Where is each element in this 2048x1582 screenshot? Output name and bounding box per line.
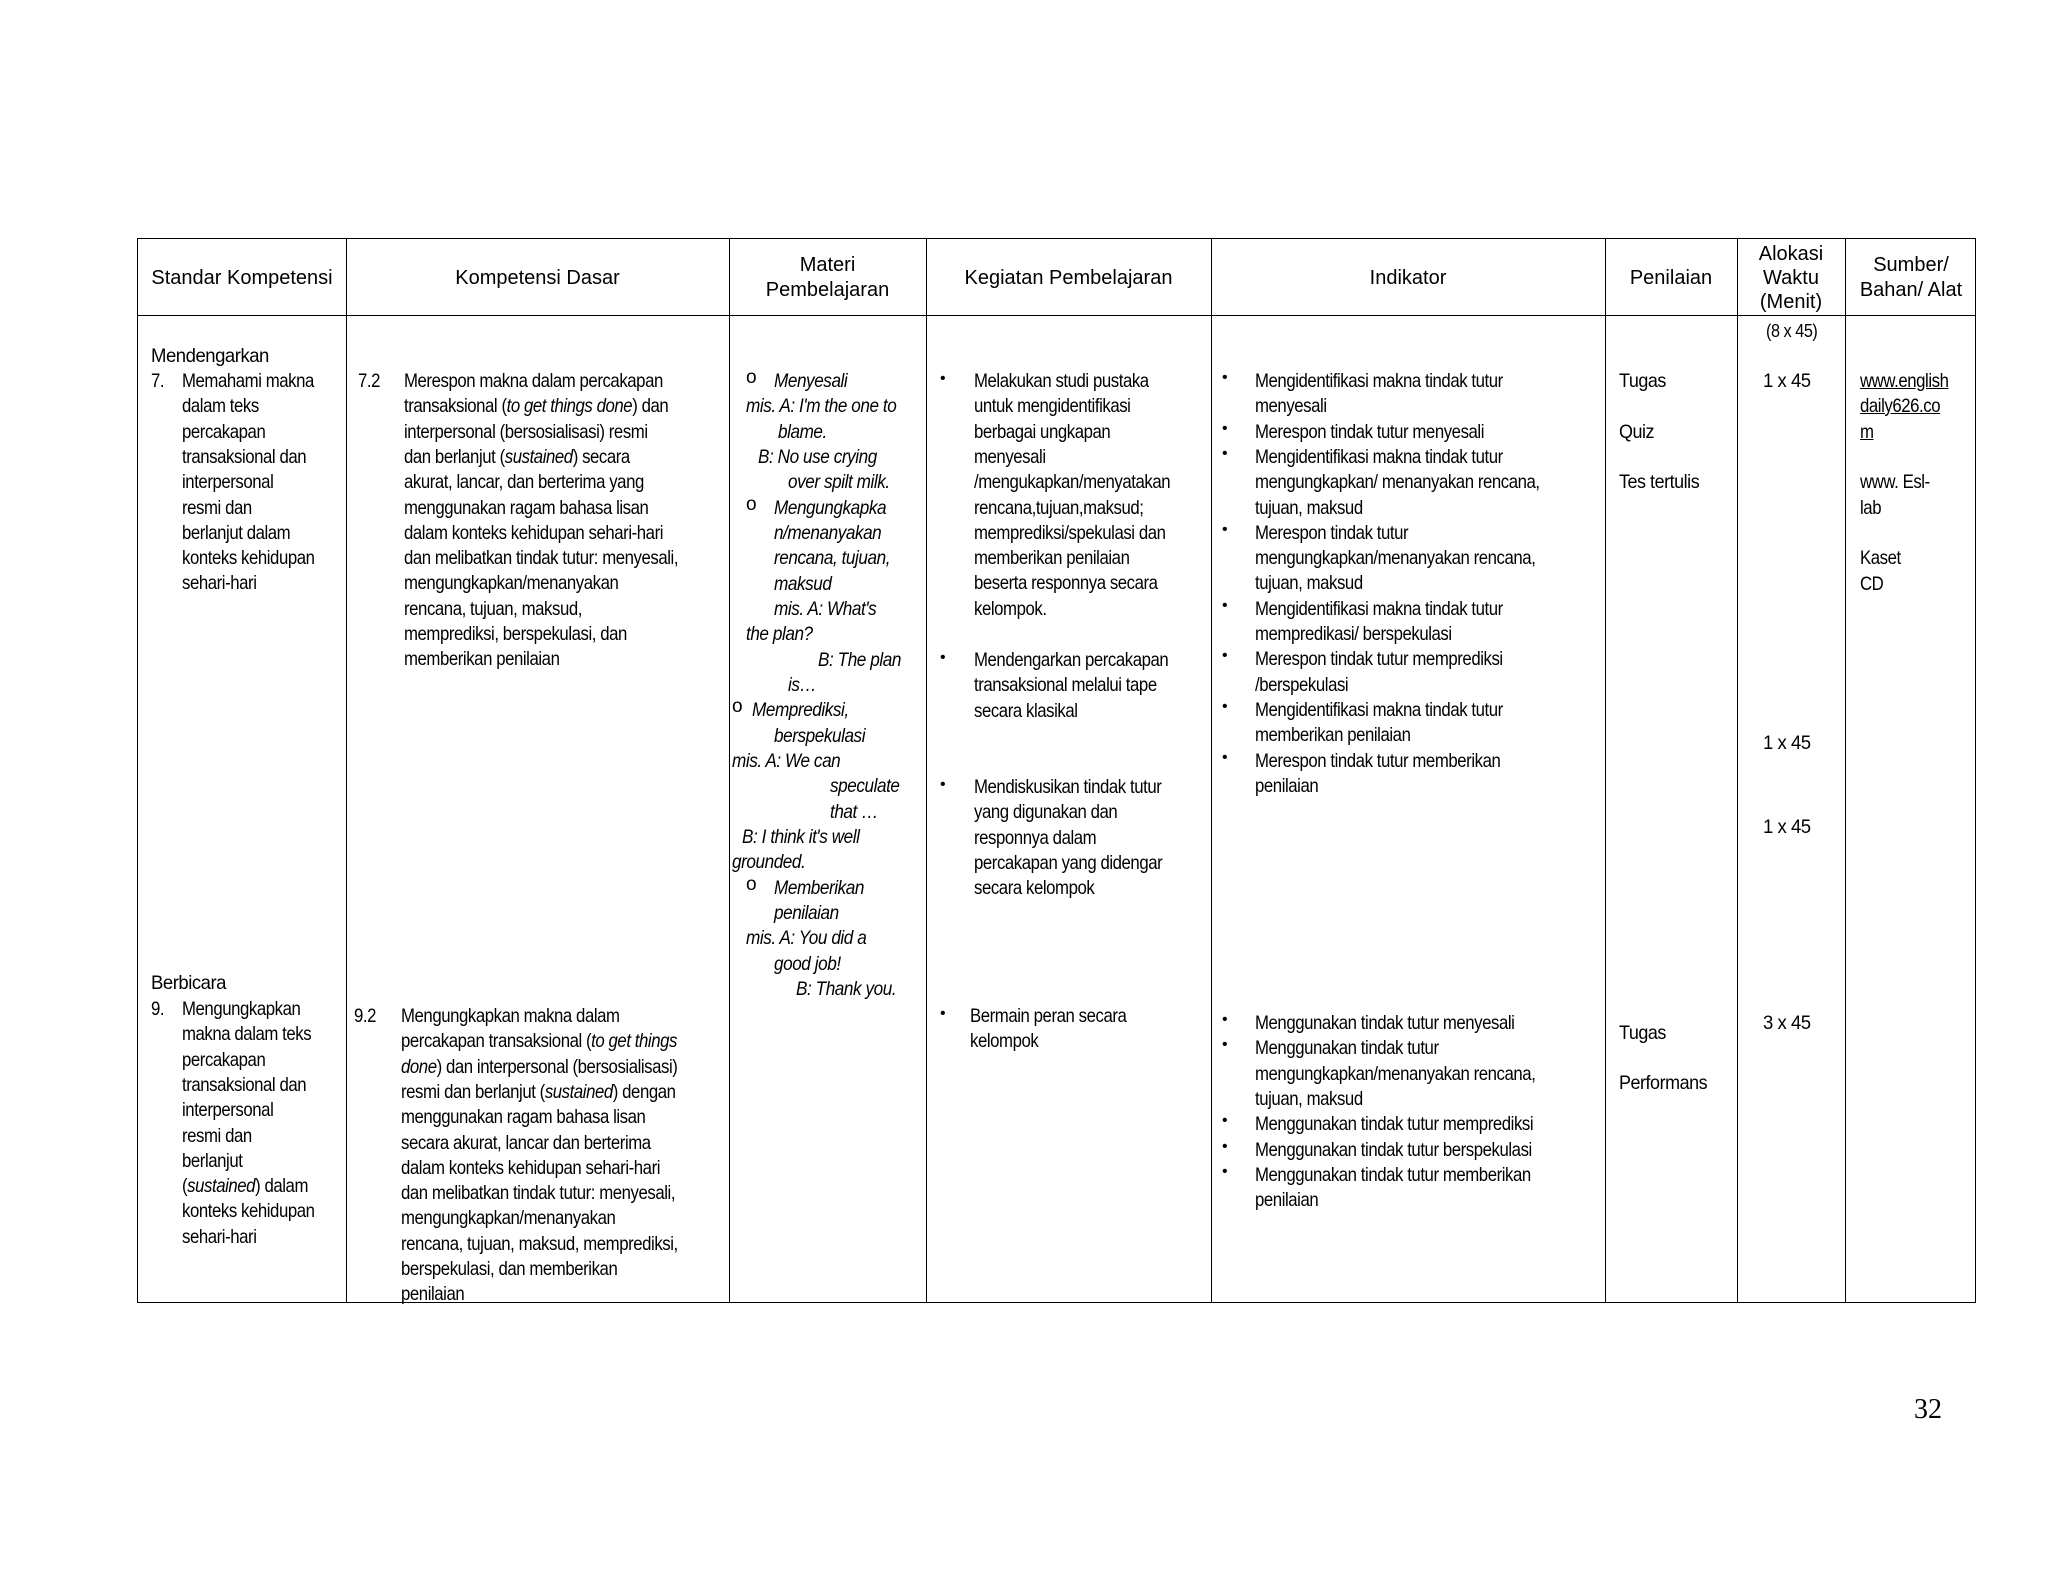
column-divider <box>346 239 347 1302</box>
kd-line-part: to get things <box>591 1030 677 1053</box>
source-text: www. Esl- <box>1860 471 1930 493</box>
bullet-icon: • <box>940 776 946 793</box>
kd-line: Merespon makna dalam percakapan <box>404 370 663 392</box>
kd-line: rencana, tujuan, maksud, memprediksi, <box>401 1232 678 1255</box>
source-link[interactable]: m <box>1860 421 1874 443</box>
bullet-icon: • <box>1222 520 1228 538</box>
sk-line: berlanjut dalam <box>182 521 291 544</box>
kegiatan-line: percakapan yang didengar <box>974 851 1163 874</box>
kd-line: mengungkapkan/menanyakan <box>401 1207 616 1230</box>
bullet-icon: • <box>1222 1162 1228 1180</box>
header-materi <box>729 239 926 317</box>
bullet-icon: • <box>940 649 946 666</box>
kd-line-part: ) dan <box>632 395 669 418</box>
bullet-icon: • <box>1222 647 1228 665</box>
sk-line: makna dalam teks <box>182 1023 312 1046</box>
bullet-icon: • <box>1222 1036 1228 1054</box>
kd-line-part: to get things done <box>506 395 633 418</box>
indikator-line: tujuan, maksud <box>1255 1087 1363 1110</box>
penilaian-item: Quiz <box>1619 420 1655 443</box>
sk-number: 7. <box>151 370 165 392</box>
indikator-line: penilaian <box>1255 774 1319 797</box>
kegiatan-line: kelompok. <box>974 597 1047 620</box>
kegiatan-line: secara klasikal <box>974 699 1078 722</box>
circle-bullet-icon: o <box>746 874 757 895</box>
materi-line: over spilt milk. <box>788 471 890 493</box>
header-label: Pembelajaran <box>765 279 890 301</box>
kegiatan-line: memprediksi/spekulasi dan <box>974 521 1166 544</box>
kd-line: secara akurat, lancar dan berterima <box>401 1131 651 1154</box>
kegiatan-line: Bermain peran secara <box>970 1005 1127 1027</box>
materi-line: mis. A: What's <box>774 598 877 620</box>
kd-line <box>401 1055 677 1080</box>
header-label: Materi <box>799 254 856 276</box>
source-text: lab <box>1860 497 1882 519</box>
bullet-icon: • <box>1222 1137 1228 1155</box>
indikator-line: Menggunakan tindak tutur memprediksi <box>1255 1113 1534 1136</box>
column-divider <box>729 239 730 1302</box>
indikator-line: Mengidentifikasi makna tindak tutur <box>1255 370 1503 392</box>
kd-line: menggunakan ragam bahasa lisan <box>401 1106 646 1129</box>
indikator-line: mengungkapkan/menanyakan rencana, <box>1255 547 1536 570</box>
materi-line: grounded. <box>732 851 806 873</box>
kd-line-part: sustained <box>504 445 573 468</box>
penilaian-item: Tugas <box>1619 1022 1666 1044</box>
kd-line: rencana, tujuan, maksud, <box>404 597 582 620</box>
materi-line: mis. A: I'm the one to <box>746 395 897 417</box>
kd-line-part: percakapan transaksional ( <box>401 1030 592 1053</box>
sk-line: percakapan <box>182 420 266 443</box>
kd-line: dalam konteks kehidupan sehari-hari <box>404 521 664 544</box>
indikator-line: menyesali <box>1255 395 1327 418</box>
kd-line-part: ) dengan <box>612 1080 676 1103</box>
circle-bullet-icon: o <box>746 367 757 388</box>
column-divider <box>1605 239 1606 1302</box>
indikator-line: mengungkapkan/ menanyakan rencana, <box>1255 471 1540 494</box>
indikator-line: Menggunakan tindak tutur menyesali <box>1255 1012 1515 1034</box>
column-divider <box>1737 239 1738 1302</box>
bullet-icon: • <box>1222 444 1228 462</box>
column-divider <box>1845 239 1846 1302</box>
kd-line: Mengungkapkan makna dalam <box>401 1005 620 1027</box>
kegiatan-line: rencana,tujuan,maksud; <box>974 496 1144 519</box>
sk-line: transaksional dan <box>182 445 307 468</box>
kd-line-part: dan berlanjut ( <box>404 445 505 468</box>
kegiatan-line: responnya dalam <box>974 826 1097 849</box>
materi-line: the plan? <box>746 623 813 645</box>
sk-line: Mengungkapkan <box>182 998 301 1020</box>
sk-number: 9. <box>151 998 165 1020</box>
indikator-line: mengungkapkan/menanyakan rencana, <box>1255 1062 1536 1085</box>
indikator-line: memberikan penilaian <box>1255 724 1411 747</box>
kd-line-part: sustained <box>544 1080 613 1103</box>
materi-line: blame. <box>778 421 827 443</box>
materi-line: B: The plan <box>818 649 901 671</box>
indikator-line: Merespon tindak tutur memberikan <box>1255 749 1501 772</box>
sk-line-part: ) dalam <box>255 1175 309 1198</box>
kegiatan-line: untuk mengidentifikasi <box>974 395 1131 418</box>
materi-line: Memberikan <box>774 877 865 899</box>
sk-line: sehari-hari <box>182 572 257 595</box>
materi-line: that … <box>830 801 878 823</box>
kd-line: memberikan penilaian <box>404 648 560 671</box>
kd-line-part: ) dan interpersonal (bersosialisasi) <box>436 1055 678 1078</box>
indikator-line: Merespon tindak tutur memprediksi <box>1255 648 1503 671</box>
kegiatan-line: /mengukapkan/menyatakan <box>974 471 1171 494</box>
materi-line: mis. A: We can <box>732 750 841 772</box>
bullet-icon: • <box>1222 748 1228 766</box>
bullet-icon: • <box>1222 1011 1228 1028</box>
source-link[interactable]: www.english <box>1860 370 1949 392</box>
materi-line: Memprediksi, <box>752 699 849 721</box>
bullet-icon: • <box>1222 697 1228 715</box>
sk-line-part: ( <box>182 1175 188 1198</box>
header-label: Alokasi <box>1758 243 1824 265</box>
sk-line: berlanjut <box>182 1149 243 1172</box>
materi-line: is… <box>788 674 817 696</box>
kd-line-part: transaksional ( <box>404 395 507 418</box>
bullet-icon: • <box>940 370 946 387</box>
kegiatan-line: yang digunakan dan <box>974 801 1118 824</box>
source-link[interactable]: daily626.co <box>1860 395 1941 417</box>
kd-line: dan melibatkan tindak tutur: menyesali, <box>404 547 679 570</box>
materi-line: maksud <box>774 573 832 595</box>
indikator-line: penilaian <box>1255 1189 1319 1212</box>
header-label: Indikator <box>1369 266 1447 289</box>
header-standar-kompetensi <box>138 239 346 317</box>
kd-line <box>401 1080 676 1105</box>
sk-line: interpersonal <box>182 471 274 494</box>
kd-line <box>404 445 630 470</box>
sk-line: resmi dan <box>182 496 252 519</box>
materi-line: Mengungkapka <box>774 497 887 519</box>
sk-line: konteks kehidupan <box>182 547 315 570</box>
header-sumber <box>1845 239 1977 317</box>
materi-line: rencana, tujuan, <box>774 547 891 569</box>
kd-line: akurat, lancar, dan berterima yang <box>404 471 644 494</box>
sk-line: konteks kehidupan <box>182 1200 315 1223</box>
sk-line: dalam teks <box>182 395 259 418</box>
kd-line: mengungkapkan/menanyakan <box>404 572 619 595</box>
kd-line-part: resmi dan berlanjut ( <box>401 1080 545 1103</box>
indikator-line: /berspekulasi <box>1255 673 1349 696</box>
kd-number: 7.2 <box>358 370 381 392</box>
kegiatan-line: berbagai ungkapan <box>974 420 1111 443</box>
header-label: Penilaian <box>1629 266 1713 289</box>
materi-line: penilaian <box>774 902 839 924</box>
kd-line: memprediksi, berspekulasi, dan <box>404 623 627 645</box>
bullet-icon: • <box>1222 369 1228 386</box>
header-alokasi <box>1737 239 1845 317</box>
indikator-line: mempredikasi/ berspekulasi <box>1255 623 1452 645</box>
penilaian-item: Tes tertulis <box>1619 471 1700 494</box>
kegiatan-line: secara kelompok <box>974 877 1095 900</box>
penilaian-item: Performans <box>1619 1072 1708 1094</box>
column-divider <box>1211 239 1212 1302</box>
sk-line-part: sustained <box>187 1175 256 1198</box>
source-text: Kaset <box>1860 547 1901 569</box>
header-label: (Menit) <box>1759 291 1823 313</box>
header-label: Kegiatan Pembelajaran <box>964 266 1173 289</box>
header-kompetensi-dasar <box>346 239 729 317</box>
skill-label: Mendengarkan <box>151 345 269 367</box>
kegiatan-line: menyesali <box>974 445 1046 468</box>
sk-line: interpersonal <box>182 1099 274 1122</box>
header-label: Kompetensi Dasar <box>455 266 620 289</box>
materi-line: n/menanyakan <box>774 522 882 544</box>
kegiatan-line: beserta responnya secara <box>974 572 1158 595</box>
circle-bullet-icon: o <box>746 494 757 515</box>
kd-line: interpersonal (bersosialisasi) resmi <box>404 420 648 443</box>
column-divider <box>926 239 927 1302</box>
alokasi-waktu: 1 x 45 <box>1763 732 1811 754</box>
source-text: CD <box>1860 573 1884 595</box>
kd-line: menggunakan ragam bahasa lisan <box>404 496 649 519</box>
bullet-icon: • <box>1222 596 1228 614</box>
alokasi-waktu: 1 x 45 <box>1763 816 1811 838</box>
materi-line: B: Thank you. <box>796 978 897 1000</box>
sk-line: transaksional dan <box>182 1073 307 1096</box>
kegiatan-line: transaksional melalui tape <box>974 674 1157 697</box>
kd-line: berspekulasi, dan memberikan <box>401 1258 618 1280</box>
indikator-line: Merespon tindak tutur <box>1255 521 1409 544</box>
header-label: Waktu <box>1763 267 1819 289</box>
page-number: 32 <box>1914 1394 1942 1425</box>
kd-line-part: done <box>401 1055 437 1078</box>
sk-line: Memahami makna <box>182 370 314 392</box>
indikator-line: Mengidentifikasi makna tindak tutur <box>1255 597 1503 620</box>
sk-line: percakapan <box>182 1048 266 1071</box>
materi-line: Menyesali <box>774 370 848 392</box>
kd-number: 9.2 <box>354 1005 377 1027</box>
indikator-line: tujuan, maksud <box>1255 496 1363 519</box>
indikator-line: tujuan, maksud <box>1255 572 1363 595</box>
kd-line-part: ) secara <box>572 445 630 468</box>
header-indikator <box>1211 239 1605 317</box>
bullet-icon: • <box>1222 1112 1228 1130</box>
kegiatan-line: Mendiskusikan tindak tutur <box>974 776 1162 798</box>
materi-line: good job! <box>774 953 841 975</box>
materi-line: B: I think it's well <box>742 826 860 848</box>
sk-line: resmi dan <box>182 1124 252 1147</box>
indikator-line: Menggunakan tindak tutur berspekulasi <box>1255 1138 1532 1161</box>
indikator-line: Merespon tindak tutur menyesali <box>1255 420 1485 443</box>
indikator-line: Menggunakan tindak tutur memberikan <box>1255 1163 1531 1186</box>
alokasi-waktu: 1 x 45 <box>1763 370 1811 392</box>
header-label: Sumber/ <box>1873 254 1949 276</box>
header-label: Standar Kompetensi <box>151 266 333 289</box>
alokasi-waktu: 3 x 45 <box>1763 1012 1811 1034</box>
penilaian-item: Tugas <box>1619 370 1666 392</box>
indikator-line: Mengidentifikasi makna tindak tutur <box>1255 698 1503 721</box>
bullet-icon: • <box>940 1005 946 1022</box>
indikator-line: Mengidentifikasi makna tindak tutur <box>1255 445 1503 468</box>
kegiatan-line: kelompok <box>970 1030 1039 1052</box>
indikator-line: Menggunakan tindak tutur <box>1255 1037 1439 1060</box>
materi-line: speculate <box>830 775 900 797</box>
kd-line: dalam konteks kehidupan sehari-hari <box>401 1156 661 1179</box>
bullet-icon: • <box>1222 419 1228 437</box>
kegiatan-line: Mendengarkan percakapan <box>974 649 1169 671</box>
header-penilaian <box>1605 239 1737 317</box>
header-kegiatan <box>926 239 1211 317</box>
kegiatan-line: Melakukan studi pustaka <box>974 370 1149 392</box>
total-time: (8 x 45) <box>1766 321 1818 341</box>
kd-line <box>404 394 668 419</box>
skill-label: Berbicara <box>151 972 227 994</box>
kd-line: penilaian <box>401 1283 465 1306</box>
sk-line: sehari-hari <box>182 1225 257 1248</box>
kd-line: dan melibatkan tindak tutur: menyesali, <box>401 1182 676 1205</box>
sk-line <box>182 1174 308 1199</box>
header-label: Bahan/ Alat <box>1859 279 1963 301</box>
kd-line <box>401 1029 677 1054</box>
circle-bullet-icon: o <box>732 696 743 717</box>
kegiatan-line: memberikan penilaian <box>974 547 1130 570</box>
materi-line: berspekulasi <box>774 725 866 747</box>
materi-line: B: No use crying <box>758 446 877 468</box>
materi-line: mis. A: You did a <box>746 927 867 949</box>
